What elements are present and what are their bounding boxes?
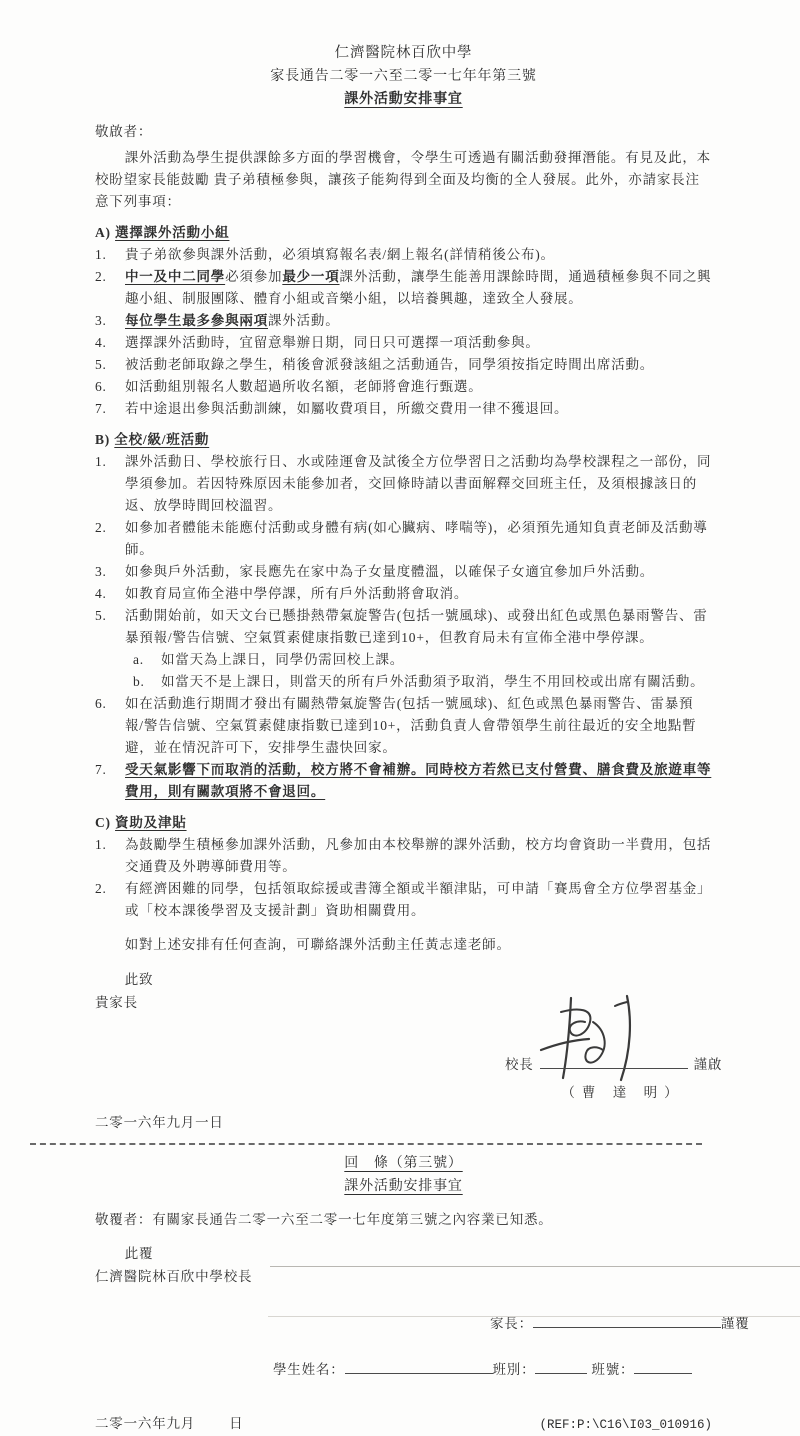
list-item (95, 834, 712, 878)
contact-line: 如對上述安排有任何查詢，可聯絡課外活動主任黃志達老師。 (124, 937, 511, 952)
emphasized-text: 中一及中二同學 (125, 269, 226, 284)
item-text (125, 376, 712, 398)
section-label: B) (95, 432, 111, 447)
item-text (125, 332, 712, 354)
text-run: 為鼓勵學生積極參加課外活動，凡參加由本校舉辦的課外活動，校方均會資助一半費用，包括交通費及外聘導師費用等。 (125, 837, 712, 874)
item-text (125, 693, 712, 759)
item-text (125, 878, 712, 922)
list-item (95, 332, 712, 354)
parent-respect-label: 謹覆 (720, 1316, 750, 1331)
item-text (125, 583, 712, 605)
reply-date-prefix: 二零一六年九月 (95, 1416, 196, 1431)
text-run: 有經濟困難的同學，包括領取綜援或書簿全額或半額津貼，可申請「賽馬會全方位學習基金」或「校本課後學習及支援計劃」資助相關費用。 (125, 881, 712, 918)
section-a (95, 222, 712, 420)
school-name: 仁濟醫院林百欣中學 (334, 45, 473, 61)
section-label: A) (95, 225, 111, 240)
list-item (95, 878, 712, 922)
item-text (125, 244, 712, 266)
item-number: 6. (95, 696, 107, 711)
item-number: a. (133, 652, 144, 667)
item-number: 4. (95, 586, 107, 601)
list-item (95, 517, 712, 561)
item-text (125, 759, 712, 803)
parent-label: 家長： (490, 1316, 533, 1331)
intro-paragraph: 課外活動為學生提供課餘多方面的學習機會，令學生可透過有關活動發揮潛能。有見及此，本校盼望家長能鼓勵 貴子弟積極參與，讓孩子能夠得到全面及均衡的全人發展。此外，亦請家長注意下列事項： (95, 150, 711, 209)
text-run: 選擇課外活動時，宜留意舉辦日期，同日只可選擇一項活動參與。 (125, 335, 540, 350)
list-item (95, 398, 712, 420)
student-info-row (95, 1359, 712, 1381)
text-run: 若中途退出參與活動訓練，如屬收費項目，所繳交費用一律不獲退回。 (125, 401, 569, 416)
principal-signature-line (540, 1057, 688, 1069)
text-run: 如教育局宣佈全港中學停課，所有戶外活動將會取消。 (125, 586, 469, 601)
reply-date-day: 日 (229, 1416, 244, 1431)
reply-acknowledgement: 敬覆者：有關家長通告二零一六至二零一七年度第三號之內容業已知悉。 (95, 1212, 553, 1227)
student-name-field (345, 1361, 493, 1374)
item-text (125, 605, 712, 649)
text-run: 如活動組別報名人數超過所收名額，老師將會進行甄選。 (125, 379, 483, 394)
text-run: 如當天不是上課日，則當天的所有戶外活動須予取消，學生不用回校或出席有關活動。 (161, 674, 705, 689)
item-text (125, 561, 712, 583)
sections-host (95, 222, 712, 922)
text-run: 如當天為上課日，同學仍需回校上課。 (161, 652, 405, 667)
scan-artifact-line (268, 1316, 800, 1317)
principal-label: 校長 (505, 1057, 534, 1072)
section-label: C) (95, 815, 111, 830)
section-heading (95, 429, 712, 451)
signature-block (95, 1014, 723, 1110)
list-item (95, 244, 712, 266)
section-heading (95, 812, 712, 834)
list-item (95, 759, 712, 803)
respectfully-label: 謹啟 (693, 1057, 723, 1072)
item-number: 3. (95, 313, 107, 328)
list-item (95, 266, 712, 310)
item-number: 1. (95, 454, 107, 469)
item-text (161, 649, 712, 671)
principal-name: （曹 達 明） (561, 1085, 685, 1100)
item-text (125, 398, 712, 420)
section-heading (95, 222, 712, 244)
list-item (95, 605, 712, 649)
item-number: b. (133, 674, 145, 689)
item-text (125, 310, 712, 332)
salutation: 敬啟者： (95, 124, 153, 139)
item-number: 3. (95, 564, 107, 579)
item-number: 2. (95, 269, 107, 284)
section-b (95, 429, 712, 803)
text-run: 課外活動。 (268, 313, 340, 328)
section-c (95, 812, 712, 922)
class-number-field (634, 1361, 692, 1374)
reply-slip-subject-text: 課外活動安排事宜 (344, 1179, 463, 1194)
text-run: 課外活動，讓學生能善用課餘時間，通過積極參與不同之興趣小組、制服團隊、體育小組或音樂小組，以培養興趣，達致全人發展。 (125, 269, 712, 306)
emphasized-text: 受天氣影響下而取消的活動，校方將不會補辦。同時校方若然已支付營費、膳食費及旅遊車等費用，則有關款項將不會退回。 (125, 762, 712, 799)
list-item (95, 376, 712, 398)
item-text (125, 266, 712, 310)
reply-slip-title (95, 1153, 712, 1175)
item-number: 7. (95, 762, 107, 777)
list-item (95, 451, 712, 517)
class-label: 班別： (492, 1362, 536, 1377)
item-number: 2. (95, 520, 107, 535)
text-run: 必須參加 (225, 269, 283, 284)
text-run: 被活動老師取錄之學生，稍後會派發該組之活動通告，同學須按指定時間出席活動。 (125, 357, 655, 372)
item-text (125, 354, 712, 376)
reply-slip-subject (95, 1176, 712, 1198)
item-number: 4. (95, 335, 107, 350)
scan-artifact-line (270, 1266, 800, 1267)
item-number: 1. (95, 247, 107, 262)
text-run: 如參與戶外活動，家長應先在家中為子女量度體溫，以確保子女適宜參加戶外活動。 (125, 564, 655, 579)
item-number: 7. (95, 401, 107, 416)
reply-slip-title-text: 回 條（第三號） (344, 1156, 463, 1171)
notice-number-line: 家長通告二零一六至二零一七年年第三號 (270, 69, 537, 84)
item-number: 5. (95, 357, 107, 372)
list-item (95, 354, 712, 376)
class-field (535, 1361, 587, 1374)
document-header (95, 42, 712, 111)
item-number: 1. (95, 837, 107, 852)
text-run: 如在活動進行期間才發出有關熱帶氣旋警告(包括一號風球)、紅色或黑色暴雨警告、雷暴預報/警告信號、空氣質素健康指數已達到10+，活動負責人會帶領學生前往最近的安全地點暫避，並在情況許可下，安排學生盡快回家。 (125, 696, 697, 755)
list-subitem (95, 649, 712, 671)
item-text (125, 451, 712, 517)
emphasized-text: 每位學生最多參與兩項 (125, 313, 268, 328)
text-run: 活動開始前，如天文台已懸掛熱帶氣旋警告(包括一號風球)、或發出紅色或黑色暴雨警告、雷暴預報/警告信號、空氣質素健康指數已達到10+，但教育局未有宣佈全港中學停課。 (125, 608, 708, 645)
list-item (95, 310, 712, 332)
class-number-label: 班號： (591, 1362, 635, 1377)
item-text (125, 834, 712, 878)
section-title: 全校/級/班活動 (114, 432, 210, 447)
section-title: 選擇課外活動小組 (115, 225, 230, 240)
text-run: 課外活動日、學校旅行日、水或陸運會及試後全方位學習日之活動均為學校課程之一部份，同學須參加。若因特殊原因未能參加者，交回條時請以書面解釋交回班主任，及須根據該日的返、放學時間回校溫習。 (125, 454, 712, 513)
item-number: 5. (95, 608, 107, 623)
section-title: 資助及津貼 (115, 815, 187, 830)
text-run: 貴子弟欲參與課外活動，必須填寫報名表/網上報名(詳情稍後公布)。 (125, 247, 555, 262)
principal-sign-row (505, 1054, 722, 1076)
item-text (161, 671, 712, 693)
item-text (125, 517, 712, 561)
cut-line-separator (30, 1143, 702, 1145)
item-number: 6. (95, 379, 107, 394)
text-run: 如參加者體能未能應付活動或身體有病(如心臟病、哮喘等)，必須預先通知負責老師及活動導師。 (125, 520, 708, 557)
emphasized-text: 最少一項 (282, 269, 340, 284)
list-item (95, 583, 712, 605)
item-number: 2. (95, 881, 107, 896)
reference-code: (REF:P:\C16\I03_010916) (539, 1418, 712, 1432)
reply-date (95, 1413, 243, 1435)
list-item (95, 561, 712, 583)
reply-close: 此覆 (124, 1246, 154, 1261)
letter-close: 此致 (124, 972, 154, 987)
student-name-label: 學生姓名： (273, 1362, 345, 1377)
letter-recipient: 貴家長 (95, 995, 138, 1010)
reply-addressee: 仁濟醫院林百欣中學校長 (95, 1269, 253, 1284)
list-item (95, 693, 712, 759)
bottom-row (95, 1413, 712, 1436)
letter-date: 二零一六年九月一日 (95, 1115, 224, 1130)
list-subitem (95, 671, 712, 693)
notice-subject: 課外活動安排事宜 (344, 92, 463, 107)
